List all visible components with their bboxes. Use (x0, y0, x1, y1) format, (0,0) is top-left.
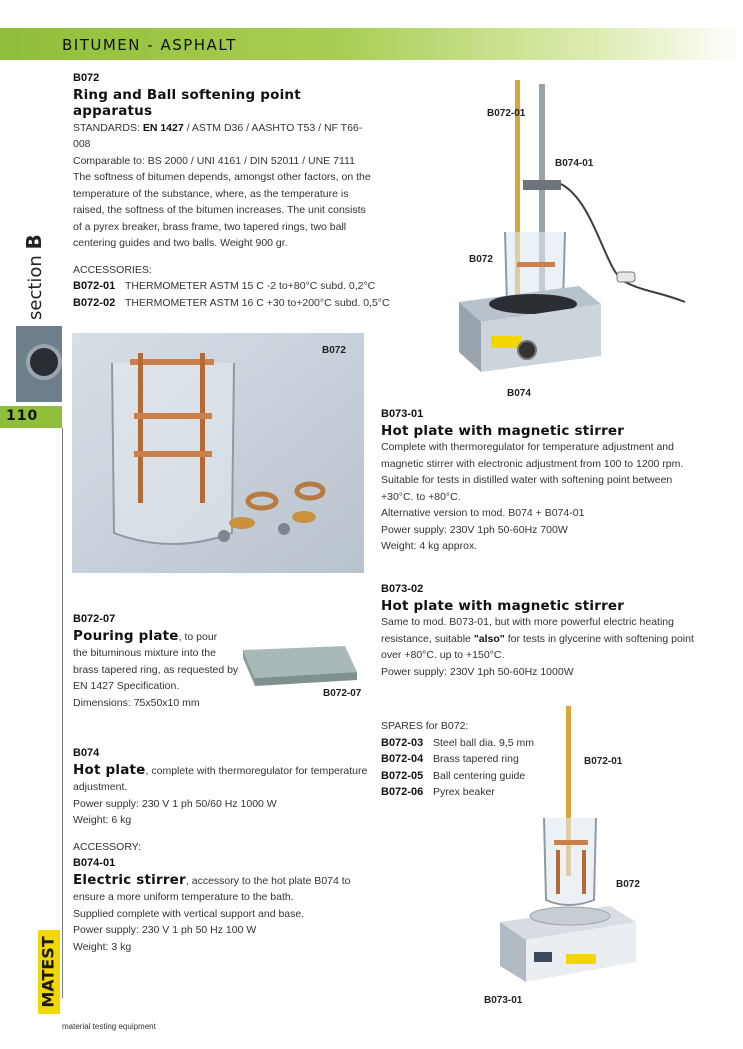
accessory-label: ACCESSORY: (73, 840, 142, 853)
product-title: Hot plate with magnetic stirrer (381, 422, 625, 439)
product-code: B073-02 (381, 583, 424, 595)
b073-01-block (381, 406, 701, 555)
product-code: B072-07 (73, 613, 116, 625)
power-supply: Power supply: 230 V 1 ph 50/60 Hz 1000 W (73, 797, 277, 810)
supplied: Supplied complete with vertical support and base. (73, 907, 305, 920)
label-b072-01: B072-01 (584, 756, 623, 767)
alternative: Alternative version to mod. B074 + B074-01 (381, 507, 585, 519)
b073-02-block (381, 581, 701, 680)
product-title: Ring and Ball softening point apparatus (73, 86, 301, 119)
spare-row: B072-04 Brass tapered ring (381, 753, 519, 765)
footer-text: material testing equipment (62, 1022, 156, 1031)
label-b072: B072 (469, 254, 493, 265)
product-code: B073-01 (381, 408, 424, 420)
label-b073-01: B073-01 (484, 995, 523, 1006)
power-supply: Power supply: 230V 1ph 50-60Hz 1000W (381, 665, 574, 678)
product-title: Electric stirrer (73, 871, 186, 888)
weight: Weight: 4 kg approx. (381, 540, 478, 552)
description: Same to mod. B073-01, but with more powerful electric heating resistance, suitable "also" for tests in glycerine with softening point over +80°C. up to +150°C. (381, 616, 694, 661)
spare-row: B072-03 Steel ball dia. 9,5 mm (381, 736, 534, 749)
accessories-label: ACCESSORIES: (73, 263, 152, 276)
photo-caption: B072-07 (323, 688, 362, 699)
b072-block (73, 70, 390, 311)
spare-row: B072-05 Ball centering guide (381, 769, 526, 782)
label-b074: B074 (507, 388, 531, 399)
product-title: Hot plate with magnetic stirrer (381, 597, 625, 614)
dimensions: Dimensions: 75x50x10 mm (73, 696, 200, 709)
page-title: BITUMEN - ASPHALT (62, 36, 237, 54)
description: Complete with thermoregulator for temperature adjustment and magnetic stirrer with electronic adjustment from 100 to 1200 rpm. Suitable for tests in distilled water with softening point between +30°C. to +80°C. (381, 441, 684, 503)
photo-caption: B072 (322, 345, 346, 356)
pouring-plate-photo (225, 640, 365, 704)
section-thumbnail (16, 326, 62, 402)
description: The softness of bitumen depends, amongst other factors, on the temperature of the substance, where, as the temperature is raised, the softness of the bitumen increases. The unit consists of a pyrex breaker, brass frame, two tapered rings, two ball centering guides and two balls. Weight 900 gr. (73, 171, 371, 249)
b073-01-photo (470, 700, 670, 1010)
standards: STANDARDS: EN 1427 / ASTM D36 / AASHTO T53 / NF T66-008 (73, 121, 363, 150)
matest-logo (38, 930, 60, 1014)
product-code: B074 (73, 747, 100, 759)
product-code: B074-01 (73, 857, 116, 869)
product-title: Hot plate (73, 761, 146, 778)
section-label: section B (22, 234, 46, 320)
description: the bituminous mixture into the brass tapered ring, as requested by EN 1427 Specification. (73, 647, 239, 692)
label-b074-01: B074-01 (555, 158, 594, 169)
page-number: 110 (6, 408, 39, 424)
power-supply: Power supply: 230V 1ph 50-60Hz 700W (381, 523, 568, 536)
b072-photo (72, 333, 364, 573)
accessory-row: B072-01 THERMOMETER ASTM 15 C -2 to+80°C subd. 0,2°C (73, 280, 376, 292)
accessory-row: B072-02 THERMOMETER ASTM 16 C +30 to+200°C subd. 0,5°C (73, 296, 390, 309)
weight: Weight: 6 kg (73, 814, 132, 826)
b072-07-block: B072-07 Pouring plate, to pour the bituminous mixture into the brass tapered ring, as requested by EN 1427 Specification. Dimensions: 75x50x10 mm (73, 611, 243, 711)
product-code: B072 (73, 72, 100, 84)
product-title: Pouring plate (73, 627, 179, 644)
b074-setup-photo (395, 72, 695, 402)
spare-row: B072-06 Pyrex beaker (381, 786, 495, 798)
divider (62, 428, 63, 998)
label-b072: B072 (616, 879, 640, 890)
spares-label: SPARES for B072: (381, 720, 469, 732)
weight: Weight: 3 kg (73, 940, 132, 953)
comparable: Comparable to: BS 2000 / UNI 4161 / DIN 52011 / UNE 7111 (73, 154, 355, 167)
logo-text: MATEST (38, 936, 58, 1008)
power-supply: Power supply: 230 V 1 ph 50 Hz 100 W (73, 924, 257, 936)
b074-block: B074 Hot plate, complete with thermoregulator for temperature adjustment. Power supply: 230 V 1 ph 50/60 Hz 1000 W Weight: 6 kg ACCESSORY: B074-01 Electric stirrer, accessory to the hot plate B074 to ensure a more uniform temperature to the bath. Supplied complete with vertical support and base. Power supply: 230 V 1 ph 50 Hz 100 W Weight: 3 kg (73, 745, 368, 955)
label-b072-01: B072-01 (487, 108, 526, 119)
